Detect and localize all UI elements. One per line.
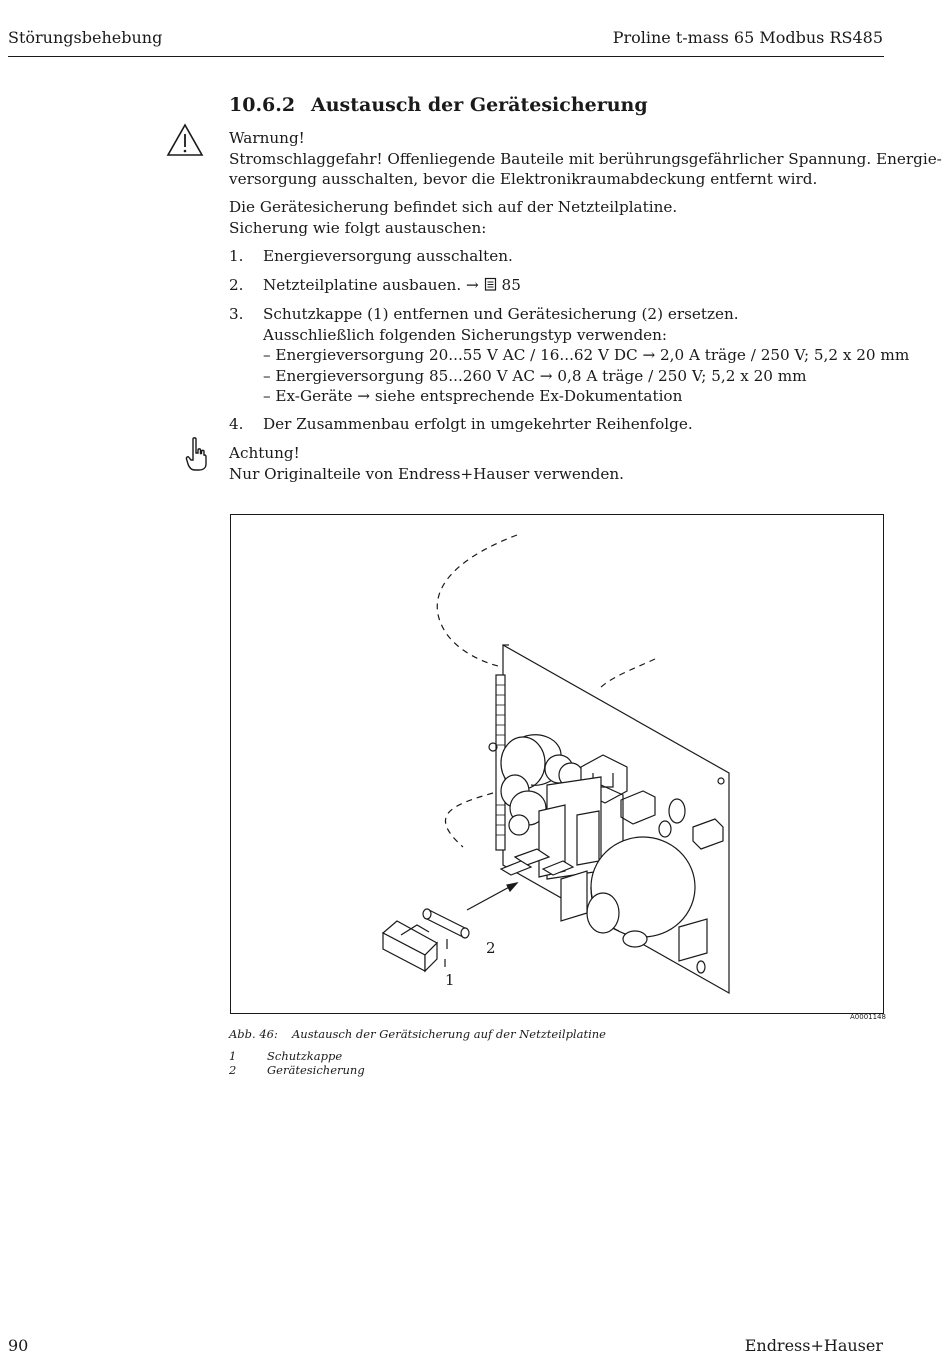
warning-line-1: Stromschlaggefahr! Offenliegende Bauteile mit berührungsgefährlicher Spannung. Energie- xyxy=(229,149,942,168)
caution-title: Achtung! xyxy=(229,444,300,462)
fuse-type-item: – Energieversorgung 85...260 V AC → 0,8 A träge / 250 V; 5,2 x 20 mm xyxy=(263,366,807,385)
warning-triangle-icon xyxy=(166,123,204,157)
step-text: Netzteilplatine ausbauen. → xyxy=(263,276,484,294)
legend-text: Schutzkappe xyxy=(267,1049,343,1063)
figure-caption-number: Abb. 46: xyxy=(229,1027,278,1041)
page-reference-link[interactable]: 85 xyxy=(501,276,521,294)
step-item xyxy=(229,275,889,296)
figure-frame xyxy=(230,514,884,1014)
step-text: Energieversorgung ausschalten. xyxy=(263,247,513,265)
running-header-right: Proline t-mass 65 Modbus RS485 xyxy=(612,28,883,47)
intro-block xyxy=(229,197,889,238)
step-body xyxy=(263,304,909,407)
figure-label-1: 1 xyxy=(445,971,455,989)
figure-label-2: 2 xyxy=(486,939,496,957)
page-number: 90 xyxy=(8,1336,29,1355)
intro-line-2: Sicherung wie folgt austauschen: xyxy=(229,218,487,237)
page-reference-icon xyxy=(484,277,498,291)
caution-block xyxy=(229,443,889,484)
pointing-hand-icon xyxy=(184,436,208,474)
section-heading xyxy=(229,94,648,116)
warning-line-2: versorgung ausschalten, bevor die Elektronikraumabdeckung entfernt wird. xyxy=(229,170,818,188)
power-supply-board-illustration xyxy=(231,515,883,1013)
step-text: Der Zusammenbau erfolgt in umgekehrter Reihenfolge. xyxy=(263,415,693,433)
step-item xyxy=(229,246,889,267)
intro-line-1: Die Gerätesicherung befindet sich auf der Netzteilplatine. xyxy=(229,198,678,216)
legend-number: 2 xyxy=(229,1063,237,1077)
step-item xyxy=(229,304,910,408)
section-title: Austausch der Gerätesicherung xyxy=(311,94,648,116)
step-text-line-2: Ausschließlich folgenden Sicherungstyp verwenden: xyxy=(263,325,668,344)
footer-brand: Endress+Hauser xyxy=(744,1336,883,1355)
legend-text: Gerätesicherung xyxy=(267,1063,365,1077)
warning-title: Warnung! xyxy=(229,129,305,147)
step-item xyxy=(229,414,889,435)
fuse-type-item: – Energieversorgung 20...55 V AC / 16...62 V DC → 2,0 A träge / 250 V; 5,2 x 20 mm xyxy=(263,346,910,364)
caution-text: Nur Originalteile von Endress+Hauser verwenden. xyxy=(229,464,624,483)
step-text-wrap xyxy=(263,275,521,296)
step-number: 2. xyxy=(229,276,244,294)
warning-block xyxy=(229,128,942,190)
header-rule xyxy=(8,56,884,57)
figure-caption-text: Austausch der Gerätsicherung auf der Netzteilplatine xyxy=(292,1027,606,1041)
figure-code: A0001148 xyxy=(850,1013,886,1021)
section-number: 10.6.2 xyxy=(229,94,296,116)
step-number: 3. xyxy=(229,305,244,323)
running-header-left: Störungsbehebung xyxy=(8,28,163,47)
legend-number: 1 xyxy=(229,1049,237,1063)
step-number: 1. xyxy=(229,247,244,265)
step-text: Schutzkappe (1) entfernen und Gerätesicherung (2) ersetzen. xyxy=(263,305,739,323)
fuse-type-item: – Ex-Geräte → siehe entsprechende Ex-Dokumentation xyxy=(263,387,683,405)
step-number: 4. xyxy=(229,415,244,433)
